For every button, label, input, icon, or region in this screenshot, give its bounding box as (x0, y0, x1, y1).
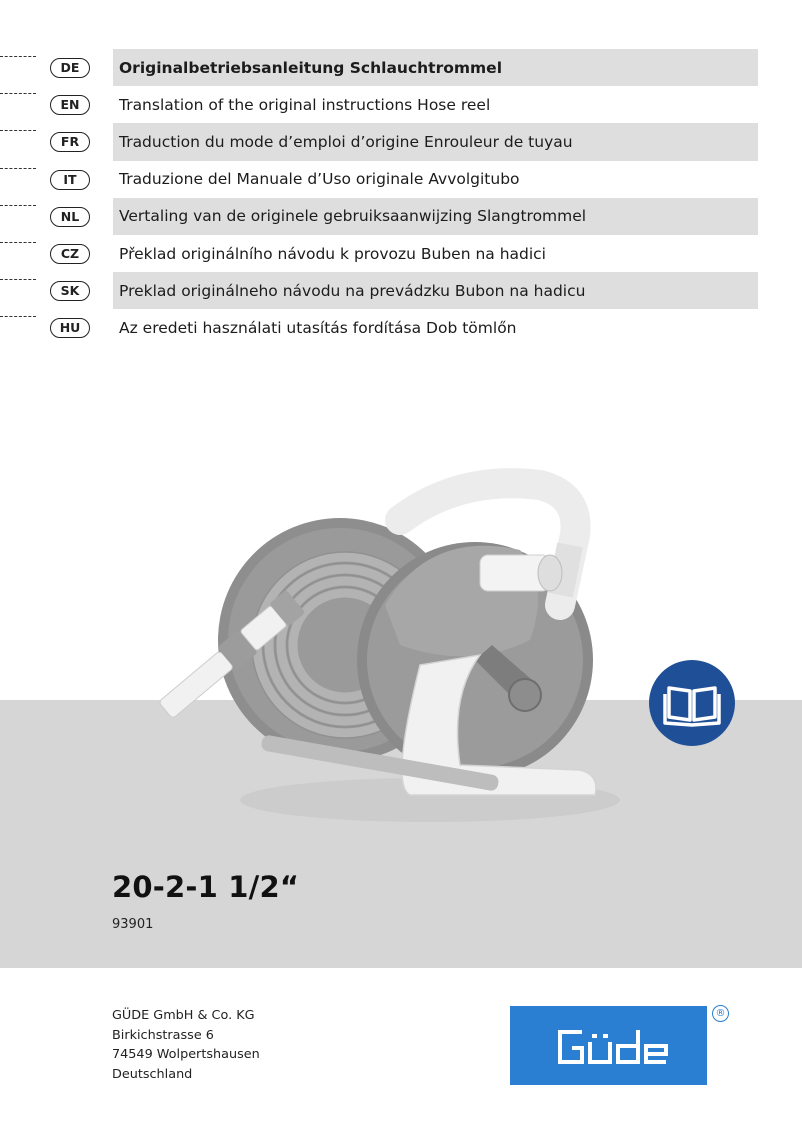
language-row-fr (0, 123, 758, 160)
language-title: Preklad originálneho návodu na prevádzku Bubon na hadicu (113, 272, 758, 309)
language-title: Překlad originálního návodu k provozu Buben na hadici (119, 244, 546, 263)
language-title: Vertaling van de originele gebruiksaanwijzing Slangtrommel (113, 198, 758, 235)
language-badge: SK (50, 281, 90, 301)
language-badge: DE (50, 58, 90, 78)
language-badge: FR (50, 132, 90, 152)
article-number: 93901 (112, 917, 154, 932)
hose-reel-image (130, 455, 620, 855)
language-row-it (0, 161, 758, 198)
company-country: Deutschland (112, 1066, 193, 1082)
cut-line (0, 130, 36, 131)
cut-line (0, 93, 36, 94)
open-book-icon (649, 660, 735, 746)
language-title: Translation of the original instructions Hose reel (119, 95, 491, 114)
language-row-hu (0, 309, 758, 346)
company-city: 74549 Wolpertshausen (112, 1047, 260, 1062)
language-row-nl (0, 198, 758, 235)
language-badge: IT (50, 170, 90, 190)
gude-logo (510, 1006, 707, 1085)
cut-line (0, 316, 36, 317)
cut-line (0, 56, 36, 57)
model-number: 20-2-1 1/2“ (112, 870, 300, 904)
language-title: Traduzione del Manuale d’Uso originale Avvolgitubo (119, 170, 520, 189)
language-title: Originalbetriebsanleitung Schlauchtrommel (113, 49, 758, 86)
language-title: Az eredeti használati utasítás fordítása Dob tömlőn (119, 318, 517, 337)
language-badge: HU (50, 318, 90, 338)
language-badge: EN (50, 95, 90, 115)
language-list (0, 49, 758, 347)
cut-line (0, 205, 36, 206)
company-street: Birkichstrasse 6 (112, 1027, 214, 1043)
language-row-cz (0, 235, 758, 272)
language-row-sk (0, 272, 758, 309)
company-address (112, 1006, 260, 1084)
registered-mark: ® (712, 1005, 729, 1022)
company-name: GÜDE GmbH & Co. KG (112, 1008, 255, 1023)
cut-line (0, 279, 36, 280)
language-row-en (0, 86, 758, 123)
cut-line (0, 168, 36, 169)
language-title: Traduction du mode d’emploi d’origine Enrouleur de tuyau (113, 123, 758, 160)
language-row-de (0, 49, 758, 86)
language-badge: CZ (50, 244, 90, 264)
cut-line (0, 242, 36, 243)
language-badge: NL (50, 207, 90, 227)
